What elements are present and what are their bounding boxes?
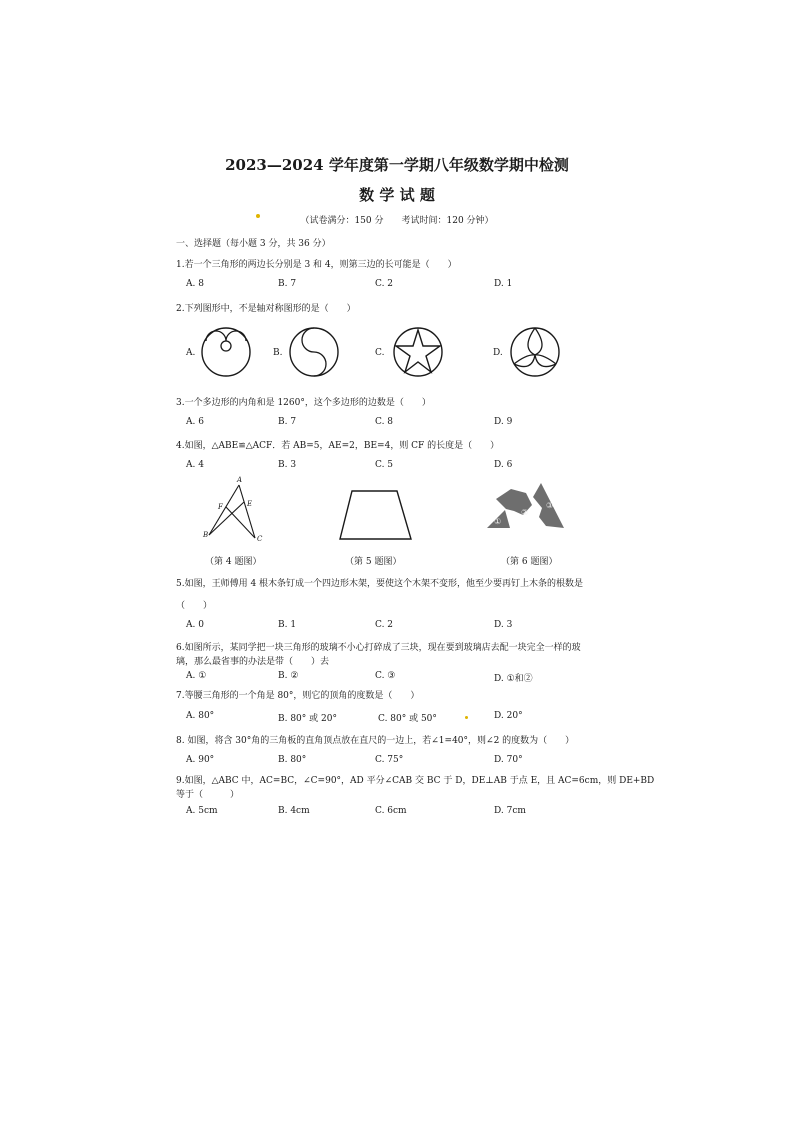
q1-option-d: D. 1 bbox=[494, 279, 513, 289]
question-2: 2.下列图形中，不是轴对称图形的是（ ） bbox=[176, 304, 356, 314]
q1-option-a: A. 8 bbox=[186, 279, 204, 289]
question-9: 9.如图，△ABC 中，AC=BC，∠C=90°，AD 平分∠CAB 交 BC 于 D，DE⊥AB 于点 E，且 AC=6cm，则 DE+BD bbox=[176, 776, 655, 786]
fig6-caption: （第 6 题图） bbox=[501, 557, 558, 567]
q5-option-d: D. 3 bbox=[494, 620, 513, 630]
q6-option-b: B. ② bbox=[278, 671, 299, 681]
question-5: 5.如图，王师傅用 4 根木条钉成一个四边形木架，要使这个木架不变形，他至少要再钉上木条的根数是 bbox=[176, 579, 584, 589]
fig6-label-1: ① bbox=[494, 517, 502, 526]
question-6: 6.如图所示，某同学把一块三角形的玻璃不小心打碎成了三块，现在要到玻璃店去配一块完全一样的玻 bbox=[176, 643, 581, 653]
q8-option-a: A. 90° bbox=[186, 755, 215, 765]
q2-option-d: D. bbox=[493, 348, 503, 358]
question-5-line2: （ ） bbox=[176, 601, 213, 611]
q8-option-d: D. 70° bbox=[494, 755, 523, 765]
q3-option-b: B. 7 bbox=[278, 417, 297, 427]
question-3: 3.一个多边形的内角和是 1260°，这个多边形的边数是（ ） bbox=[176, 398, 431, 408]
q7-option-c: C. 80° 或 50° bbox=[378, 714, 437, 724]
q8-option-c: C. 75° bbox=[375, 755, 404, 765]
q2-figure-b bbox=[289, 327, 339, 377]
question-7: 7.等腰三角形的一个角是 80°，则它的顶角的度数是（ ） bbox=[176, 691, 420, 701]
q5-option-a: A. 0 bbox=[186, 620, 204, 630]
q3-option-a: A. 6 bbox=[186, 417, 204, 427]
q9-option-c: C. 6cm bbox=[375, 806, 407, 816]
question-8: 8. 如图，将含 30°角的三角板的直角顶点放在直尺的一边上，若∠1=40°，则∠2 的度数为（ ） bbox=[176, 736, 575, 746]
fig5-caption: （第 5 题图） bbox=[345, 557, 402, 567]
question-4: 4.如图，△ABE≌△ACF．若 AB=5，AE=2，BE=4，则 CF 的长度是（ ） bbox=[176, 441, 500, 451]
q1-option-c: C. 2 bbox=[375, 279, 394, 289]
q5-option-b: B. 1 bbox=[278, 620, 297, 630]
q2-figure-d bbox=[510, 327, 560, 377]
stray-dot-2 bbox=[465, 716, 468, 719]
q4-option-a: A. 4 bbox=[186, 460, 204, 470]
q7-option-a: A. 80° bbox=[186, 711, 215, 721]
exam-info: （试卷满分：150 分 考试时间：120 分钟） bbox=[300, 216, 494, 226]
page-title: 2023—2024 学年度第一学期八年级数学期中检测 bbox=[225, 156, 569, 174]
q1-option-b: B. 7 bbox=[278, 279, 297, 289]
q4-option-b: B. 3 bbox=[278, 460, 297, 470]
q2-figure-a bbox=[201, 327, 251, 377]
question-1: 1.若一个三角形的两边长分别是 3 和 4，则第三边的长可能是（ ） bbox=[176, 260, 457, 270]
q2-option-b: B. bbox=[273, 348, 283, 358]
q9-option-d: D. 7cm bbox=[494, 806, 526, 816]
section-title: 一、选择题（每小题 3 分，共 36 分） bbox=[176, 239, 331, 249]
question-6-line2: 璃，那么最省事的办法是带（ ）去 bbox=[176, 657, 330, 667]
fig4-label-a: A bbox=[237, 476, 243, 484]
fig4-label-f: F bbox=[218, 503, 223, 511]
fig4-label-c: C bbox=[257, 535, 263, 543]
question-9-line2: 等于（ ） bbox=[176, 790, 240, 800]
fig4-label-e: E bbox=[247, 500, 253, 508]
q3-option-d: D. 9 bbox=[494, 417, 513, 427]
q2-figure-c bbox=[393, 327, 443, 377]
q7-option-d: D. 20° bbox=[494, 711, 523, 721]
fig6-label-3: ③ bbox=[546, 501, 554, 510]
q2-option-a: A. bbox=[186, 348, 196, 358]
q9-option-b: B. 4cm bbox=[278, 806, 310, 816]
fig4-label-b: B bbox=[203, 531, 209, 539]
fig4-caption: （第 4 题图） bbox=[205, 557, 262, 567]
q9-option-a: A. 5cm bbox=[186, 806, 218, 816]
q6-option-a: A. ① bbox=[186, 671, 207, 681]
q4-option-c: C. 5 bbox=[375, 460, 394, 470]
figure-5-trapezoid bbox=[338, 488, 414, 542]
q7-option-b: B. 80° 或 20° bbox=[278, 714, 337, 724]
q5-option-c: C. 2 bbox=[375, 620, 394, 630]
q3-option-c: C. 8 bbox=[375, 417, 394, 427]
q6-option-d: D. ①和② bbox=[494, 674, 533, 684]
q8-option-b: B. 80° bbox=[278, 755, 307, 765]
q4-option-d: D. 6 bbox=[494, 460, 513, 470]
q2-option-c: C. bbox=[375, 348, 385, 358]
q6-option-c: C. ③ bbox=[375, 671, 396, 681]
page-subtitle: 数 学 试 题 bbox=[359, 186, 435, 204]
fig6-label-2: ② bbox=[521, 508, 529, 517]
